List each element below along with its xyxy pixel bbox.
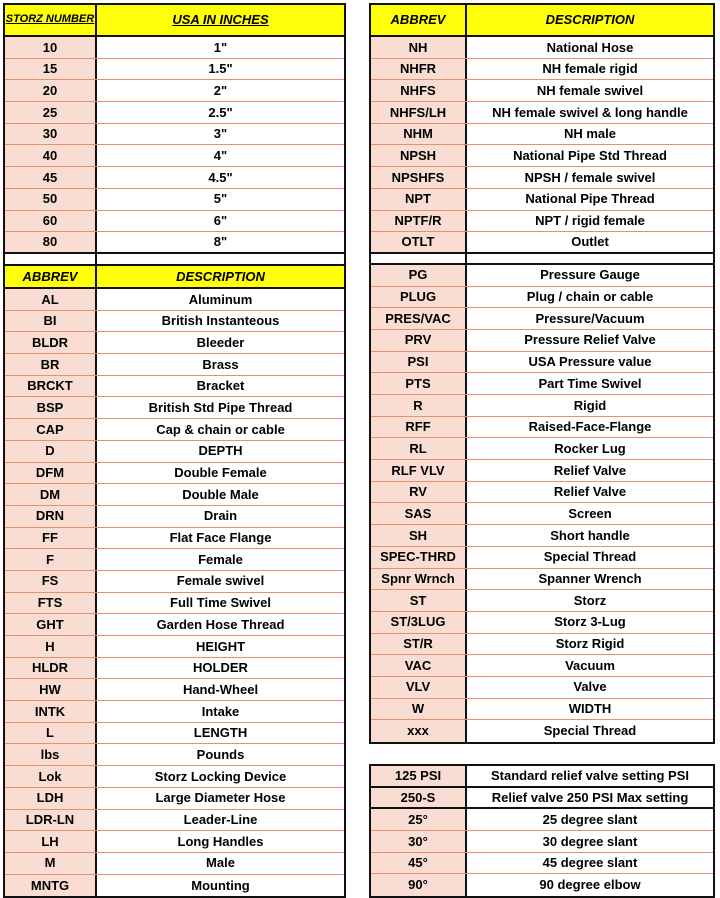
abbrev-cell: LDR-LN	[5, 810, 97, 831]
abbrev-header: ABBREV	[5, 266, 97, 287]
abbrev-cell: M	[5, 853, 97, 874]
table-row	[371, 330, 713, 352]
left-abbreviation-table	[3, 264, 346, 898]
abbrev-cell: 45°	[371, 853, 467, 874]
abbrev-cell: PSI	[371, 352, 467, 373]
description-cell: Storz	[467, 590, 713, 611]
abbrev-cell: LH	[5, 831, 97, 852]
abbrev-cell: VLV	[371, 677, 467, 698]
table-row	[5, 354, 344, 376]
description-cell: Flat Face Flange	[97, 528, 344, 549]
abbrev-cell: W	[371, 699, 467, 720]
table-row	[371, 788, 713, 810]
description-cell: Vacuum	[467, 655, 713, 676]
table-row	[5, 167, 344, 189]
storz-number: 45	[5, 167, 97, 188]
storz-table-body	[5, 37, 344, 265]
abbrev-cell: NHFS/LH	[371, 102, 467, 123]
description-cell: Large Diameter Hose	[97, 788, 344, 809]
description-cell: Garden Hose Thread	[97, 614, 344, 635]
table-row	[371, 232, 713, 254]
abbrev-cell: NHFR	[371, 59, 467, 80]
abbrev-cell: BSP	[5, 397, 97, 418]
abbrev-cell: NHM	[371, 124, 467, 145]
description-cell: National Pipe Std Thread	[467, 145, 713, 166]
table-row	[371, 655, 713, 677]
table-row	[5, 810, 344, 832]
abbrev-cell: BLDR	[5, 332, 97, 353]
table-row	[5, 102, 344, 124]
table-row	[371, 189, 713, 211]
table-row	[371, 438, 713, 460]
abbrev-cell: LDH	[5, 788, 97, 809]
table-row	[371, 612, 713, 634]
abbrev-cell: NPTF/R	[371, 211, 467, 232]
abbrev-cell: F	[5, 549, 97, 570]
abbrev-cell: NHFS	[371, 80, 467, 101]
table-row	[371, 308, 713, 330]
abbrev-cell: HLDR	[5, 658, 97, 679]
description-cell: DEPTH	[97, 441, 344, 462]
description-cell: National Pipe Thread	[467, 189, 713, 210]
description-cell: Pressure Relief Valve	[467, 330, 713, 351]
abbrev-cell: DFM	[5, 463, 97, 484]
table-row	[371, 124, 713, 146]
table-row	[371, 80, 713, 102]
description-cell: Relief Valve	[467, 482, 713, 503]
description-cell: NPT / rigid female	[467, 211, 713, 232]
table-row	[5, 289, 344, 311]
table-row	[371, 145, 713, 167]
storz-table-header	[5, 5, 344, 37]
usa-size: 4"	[97, 145, 344, 166]
table-row	[371, 720, 713, 742]
description-cell: Storz 3-Lug	[467, 612, 713, 633]
description-cell: Mounting	[97, 875, 344, 897]
storz-number: 60	[5, 211, 97, 232]
description-cell: HEIGHT	[97, 636, 344, 657]
description-cell: 45 degree slant	[467, 853, 713, 874]
description-cell: Rocker Lug	[467, 438, 713, 459]
abbrev-cell: R	[371, 395, 467, 416]
abbrev-cell: VAC	[371, 655, 467, 676]
abbrev-cell: H	[5, 636, 97, 657]
abbrev-cell: NPT	[371, 189, 467, 210]
description-cell: NH female rigid	[467, 59, 713, 80]
table-row	[5, 679, 344, 701]
usa-size: 2.5"	[97, 102, 344, 123]
description-cell: Long Handles	[97, 831, 344, 852]
table-row	[371, 831, 713, 853]
table-row	[371, 569, 713, 591]
description-cell: Double Female	[97, 463, 344, 484]
table-row	[5, 506, 344, 528]
abbrev-cell: RV	[371, 482, 467, 503]
table-row	[371, 167, 713, 189]
table-row	[5, 80, 344, 102]
abbrev-cell: D	[5, 441, 97, 462]
left-abbrev-body	[5, 289, 344, 896]
description-cell: Special Thread	[467, 547, 713, 568]
description-cell: Plug / chain or cable	[467, 287, 713, 308]
description-cell: Standard relief valve setting PSI	[467, 766, 713, 786]
table-row	[371, 590, 713, 612]
description-cell: Pressure Gauge	[467, 265, 713, 286]
abbrev-cell: PRV	[371, 330, 467, 351]
abbrev-cell: NH	[371, 37, 467, 58]
table-row	[5, 59, 344, 81]
abbrev-cell: OTLT	[371, 232, 467, 252]
storz-number: 25	[5, 102, 97, 123]
abbrev-cell: PRES/VAC	[371, 308, 467, 329]
table-row	[371, 59, 713, 81]
description-cell: Valve	[467, 677, 713, 698]
abbrev-cell: ST/R	[371, 634, 467, 655]
table-row	[5, 145, 344, 167]
usa-size: 5"	[97, 189, 344, 210]
table-row	[5, 376, 344, 398]
usa-size: 8"	[97, 232, 344, 252]
storz-number: 15	[5, 59, 97, 80]
description-cell: 90 degree elbow	[467, 874, 713, 896]
abbrev-cell: PLUG	[371, 287, 467, 308]
description-cell: Storz Locking Device	[97, 766, 344, 787]
table-row	[5, 744, 344, 766]
abbrev-cell: FF	[5, 528, 97, 549]
description-cell: NH male	[467, 124, 713, 145]
right-abbrev-mid-body	[371, 265, 713, 742]
description-cell: 25 degree slant	[467, 809, 713, 830]
table-row	[5, 484, 344, 506]
table-row	[5, 232, 344, 254]
description-cell: Intake	[97, 701, 344, 722]
abbrev-cell: GHT	[5, 614, 97, 635]
table-row	[371, 809, 713, 831]
abbrev-cell: BR	[5, 354, 97, 375]
description-cell: Pressure/Vacuum	[467, 308, 713, 329]
table-row	[371, 503, 713, 525]
empty-row	[371, 254, 713, 265]
description-cell: Relief valve 250 PSI Max setting	[467, 788, 713, 808]
description-cell: Outlet	[467, 232, 713, 252]
description-cell: Double Male	[97, 484, 344, 505]
description-cell: Storz Rigid	[467, 634, 713, 655]
abbrev-cell: 30°	[371, 831, 467, 852]
table-row	[5, 37, 344, 59]
table-row	[5, 211, 344, 233]
abbrev-cell: PTS	[371, 373, 467, 394]
description-cell: Leader-Line	[97, 810, 344, 831]
description-cell: Brass	[97, 354, 344, 375]
abbrev-cell: FTS	[5, 593, 97, 614]
description-cell: Male	[97, 853, 344, 874]
abbrev-cell: PG	[371, 265, 467, 286]
usa-inches-header: USA IN INCHES	[97, 5, 344, 35]
description-cell: Rigid	[467, 395, 713, 416]
storz-number: 30	[5, 124, 97, 145]
abbrev-cell: SH	[371, 525, 467, 546]
abbrev-cell: BI	[5, 311, 97, 332]
description-cell: HOLDER	[97, 658, 344, 679]
description-cell: Hand-Wheel	[97, 679, 344, 700]
description-cell: NPSH / female swivel	[467, 167, 713, 188]
abbrev-cell: DM	[5, 484, 97, 505]
table-row	[371, 211, 713, 233]
abbrev-cell: BRCKT	[5, 376, 97, 397]
table-row	[5, 788, 344, 810]
abbrev-header: ABBREV	[371, 5, 467, 35]
table-row	[5, 658, 344, 680]
table-row	[5, 614, 344, 636]
description-cell: Spanner Wrench	[467, 569, 713, 590]
table-row	[5, 189, 344, 211]
table-row	[371, 265, 713, 287]
right-settings-body	[371, 766, 713, 896]
right-abbreviation-table	[369, 3, 715, 744]
abbrev-cell: HW	[5, 679, 97, 700]
table-row	[371, 417, 713, 439]
abbrev-cell: 25°	[371, 809, 467, 830]
abbrev-cell: SAS	[371, 503, 467, 524]
storz-number: 80	[5, 232, 97, 252]
abbrev-cell: 250-S	[371, 788, 467, 808]
description-cell: LENGTH	[97, 723, 344, 744]
table-row	[5, 875, 344, 897]
abbrev-cell: 90°	[371, 874, 467, 896]
description-header: DESCRIPTION	[467, 5, 713, 35]
abbrev-cell: MNTG	[5, 875, 97, 897]
table-row	[371, 853, 713, 875]
storz-number: 50	[5, 189, 97, 210]
description-cell: Full Time Swivel	[97, 593, 344, 614]
table-row	[371, 352, 713, 374]
abbrev-cell: RL	[371, 438, 467, 459]
description-cell: Female	[97, 549, 344, 570]
table-row	[5, 723, 344, 745]
table-row	[371, 460, 713, 482]
table-row	[371, 634, 713, 656]
description-cell: WIDTH	[467, 699, 713, 720]
table-row	[5, 853, 344, 875]
description-cell: National Hose	[467, 37, 713, 58]
table-row	[5, 311, 344, 333]
abbrev-cell: ST	[371, 590, 467, 611]
abbrev-cell: SPEC-THRD	[371, 547, 467, 568]
abbrev-cell: FS	[5, 571, 97, 592]
description-cell: 30 degree slant	[467, 831, 713, 852]
description-cell: NH female swivel	[467, 80, 713, 101]
abbrev-cell: 125 PSI	[371, 766, 467, 786]
table-row	[371, 547, 713, 569]
table-row	[371, 677, 713, 699]
abbrev-cell: NPSHFS	[371, 167, 467, 188]
usa-size: 1.5"	[97, 59, 344, 80]
table-row	[371, 287, 713, 309]
table-row	[371, 766, 713, 788]
usa-size: 1"	[97, 37, 344, 58]
abbrev-cell: ST/3LUG	[371, 612, 467, 633]
table-row	[5, 593, 344, 615]
description-cell: Part Time Swivel	[467, 373, 713, 394]
right-abbrev-header	[371, 5, 713, 37]
storz-size-table	[3, 3, 346, 267]
table-row	[5, 701, 344, 723]
table-row	[5, 636, 344, 658]
storz-number: 40	[5, 145, 97, 166]
description-cell: Screen	[467, 503, 713, 524]
table-row	[5, 463, 344, 485]
left-abbrev-header	[5, 266, 344, 289]
table-row	[5, 571, 344, 593]
description-cell: British Std Pipe Thread	[97, 397, 344, 418]
usa-size: 6"	[97, 211, 344, 232]
abbrev-cell: L	[5, 723, 97, 744]
abbrev-cell: NPSH	[371, 145, 467, 166]
description-cell: Bracket	[97, 376, 344, 397]
table-row	[371, 37, 713, 59]
description-cell: Short handle	[467, 525, 713, 546]
usa-size: 2"	[97, 80, 344, 101]
table-row	[5, 831, 344, 853]
storz-number: 20	[5, 80, 97, 101]
table-row	[371, 482, 713, 504]
right-settings-table	[369, 764, 715, 898]
description-cell: Aluminum	[97, 289, 344, 310]
description-cell: Drain	[97, 506, 344, 527]
table-row	[5, 332, 344, 354]
abbrev-cell: CAP	[5, 419, 97, 440]
storz-number: 10	[5, 37, 97, 58]
table-row	[5, 528, 344, 550]
description-cell: Relief Valve	[467, 460, 713, 481]
table-row	[371, 525, 713, 547]
description-cell: British Instanteous	[97, 311, 344, 332]
abbrev-cell: INTK	[5, 701, 97, 722]
table-row	[5, 549, 344, 571]
table-row	[371, 874, 713, 896]
storz-number-header: STORZ NUMBER	[5, 5, 97, 35]
abbrev-cell: DRN	[5, 506, 97, 527]
description-cell: Female swivel	[97, 571, 344, 592]
table-row	[5, 419, 344, 441]
description-cell: Bleeder	[97, 332, 344, 353]
abbrev-cell: AL	[5, 289, 97, 310]
description-header: DESCRIPTION	[97, 266, 344, 287]
abbrev-cell: RLF VLV	[371, 460, 467, 481]
table-row	[371, 373, 713, 395]
abbrev-cell: Spnr Wrnch	[371, 569, 467, 590]
table-row	[371, 699, 713, 721]
table-row	[371, 102, 713, 124]
abbrev-cell: Lok	[5, 766, 97, 787]
table-row	[371, 395, 713, 417]
table-row	[5, 124, 344, 146]
table-row	[5, 766, 344, 788]
abbrev-cell: RFF	[371, 417, 467, 438]
abbrev-cell: xxx	[371, 720, 467, 742]
description-cell: USA Pressure value	[467, 352, 713, 373]
description-cell: NH female swivel & long handle	[467, 102, 713, 123]
description-cell: Raised-Face-Flange	[467, 417, 713, 438]
usa-size: 4.5"	[97, 167, 344, 188]
description-cell: Cap & chain or cable	[97, 419, 344, 440]
table-row	[5, 397, 344, 419]
right-abbrev-top-body	[371, 37, 713, 254]
description-cell: Pounds	[97, 744, 344, 765]
description-cell: Special Thread	[467, 720, 713, 742]
table-row	[5, 441, 344, 463]
abbrev-cell: lbs	[5, 744, 97, 765]
usa-size: 3"	[97, 124, 344, 145]
